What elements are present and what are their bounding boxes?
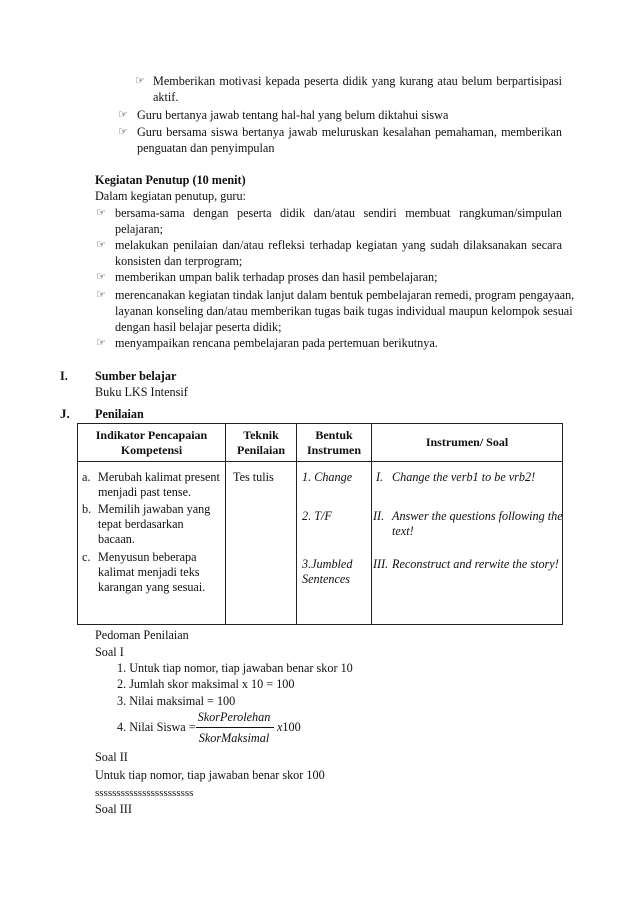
indicator-c: c. Menyusun beberapa kalimat menjadi teks karangan yang sesuai. xyxy=(82,550,206,594)
soal-3: III. Reconstruct and rerwite the story! xyxy=(373,557,559,571)
section-i-text: Buku LKS Intensif xyxy=(95,385,188,399)
top-bullet-1-line-1: Memberikan motivasi kepada peserta didik yang kurang atau belum berpartisipasi xyxy=(153,74,562,88)
section-i-title: Sumber belajar xyxy=(95,369,177,383)
bullet-hand-icon: ☞ xyxy=(96,288,106,301)
bullet-hand-icon: ☞ xyxy=(96,238,106,251)
soal-ii-label: Soal II xyxy=(95,750,128,764)
header-teknik: Teknik Penilaian xyxy=(226,424,297,462)
soal-2: II. Answer the questions following the text! xyxy=(373,509,563,538)
fraction-bar xyxy=(196,727,274,728)
penilaian-table xyxy=(77,423,563,625)
table-row xyxy=(78,462,563,625)
cell-instrumen-soal xyxy=(372,462,563,625)
formula-prefix: 4. Nilai Siswa = xyxy=(117,720,196,734)
bentuk-1: 1. Change xyxy=(302,470,353,484)
penutup-bullet-2-line-1: melakukan penilaian dan/atau refleksi terhadap kegiatan yang sudah dilaksanakan secara xyxy=(115,238,562,252)
penutup-bullet-1-line-1: bersama-sama dengan peserta didik dan/atau sendiri membuat rangkuman/simpulan xyxy=(115,206,562,220)
soal-iii-label: Soal III xyxy=(95,802,132,816)
header-bentuk: Bentuk Instrumen xyxy=(297,424,372,462)
penutup-intro: Dalam kegiatan penutup, guru: xyxy=(95,189,246,203)
teknik-value: Tes tulis xyxy=(233,470,274,484)
bentuk-3: 3.Jumbled Sentences xyxy=(302,557,353,586)
formula-numerator: SkorPerolehan xyxy=(197,710,271,724)
penutup-bullet-1-line-2: pelajaran; xyxy=(115,222,164,236)
penutup-bullet-4-line-1: merencanakan kegiatan tindak lanjut dalam bentuk pembelajaran remedi, program pengayaan, xyxy=(115,288,575,302)
bentuk-2: 2. T/F xyxy=(302,509,332,523)
soal-i-label: Soal I xyxy=(95,645,124,659)
bullet-hand-icon: ☞ xyxy=(96,270,106,283)
top-bullet-2-line-1: Guru bertanya jawab tentang hal-hal yang belum diktahui siswa xyxy=(137,108,449,122)
soal-ii-text: Untuk tiap nomor, tiap jawaban benar skor 100 xyxy=(95,768,325,782)
cell-bentuk xyxy=(297,462,372,625)
top-bullet-1-line-2: aktif. xyxy=(153,90,179,104)
formula-denominator: SkorMaksimal xyxy=(198,731,270,745)
bullet-hand-icon: ☞ xyxy=(96,336,106,349)
penutup-bullet-3-line-1: memberikan umpan balik terhadap proses dan hasil pembelajaran; xyxy=(115,270,438,284)
cell-teknik xyxy=(226,462,297,625)
header-instrumen-soal: Instrumen/ Soal xyxy=(372,424,563,462)
section-i-number: I. xyxy=(60,369,68,383)
indicator-a: a. Merubah kalimat present menjadi past tense. xyxy=(82,470,220,499)
penutup-bullet-2-line-2: konsisten dan terprogram; xyxy=(115,254,243,268)
formula-suffix: x100 xyxy=(277,720,301,734)
soal-i-item-2: 2. Jumlah skor maksimal x 10 = 100 xyxy=(117,677,295,691)
bullet-hand-icon: ☞ xyxy=(118,125,128,138)
soal-i-item-3: 3. Nilai maksimal = 100 xyxy=(117,694,236,708)
bullet-hand-icon: ☞ xyxy=(135,74,145,87)
penutup-bullet-4-line-3: dengan hasil belajar peserta didik; xyxy=(115,320,282,334)
header-indikator: Indikator Pencapaian Kompetensi xyxy=(78,424,226,462)
cell-indikator xyxy=(78,462,226,625)
penutup-bullet-5-line-1: menyampaikan rencana pembelajaran pada pertemuan berikutnya. xyxy=(115,336,438,350)
bullet-hand-icon: ☞ xyxy=(96,206,106,219)
penutup-heading: Kegiatan Penutup (10 menit) xyxy=(95,173,246,187)
section-j-number: J. xyxy=(60,406,70,421)
table-header-row xyxy=(78,424,563,462)
bullet-hand-icon: ☞ xyxy=(118,108,128,121)
penutup-bullet-4-line-2: layanan konseling dan/atau memberikan tugas baik tugas individual maupun kelompok sesuai xyxy=(115,304,573,318)
pedoman-title: Pedoman Penilaian xyxy=(95,628,189,642)
top-bullet-3-line-2: penguatan dan penyimpulan xyxy=(137,141,275,155)
indicator-b: b. Memilih jawaban yang tepat berdasarkan bacaan. xyxy=(82,502,211,546)
section-j-title: Penilaian xyxy=(95,407,144,421)
filler-text: sssssssssssssssssssssss xyxy=(95,787,194,799)
soal-i-item-1: 1. Untuk tiap nomor, tiap jawaban benar skor 10 xyxy=(117,661,353,675)
top-bullet-3-line-1: Guru bersama siswa bertanya jawab meluruskan kesalahan pemahaman, memberikan xyxy=(137,125,562,139)
soal-1: I. Change the verb1 to be vrb2! xyxy=(376,470,536,484)
